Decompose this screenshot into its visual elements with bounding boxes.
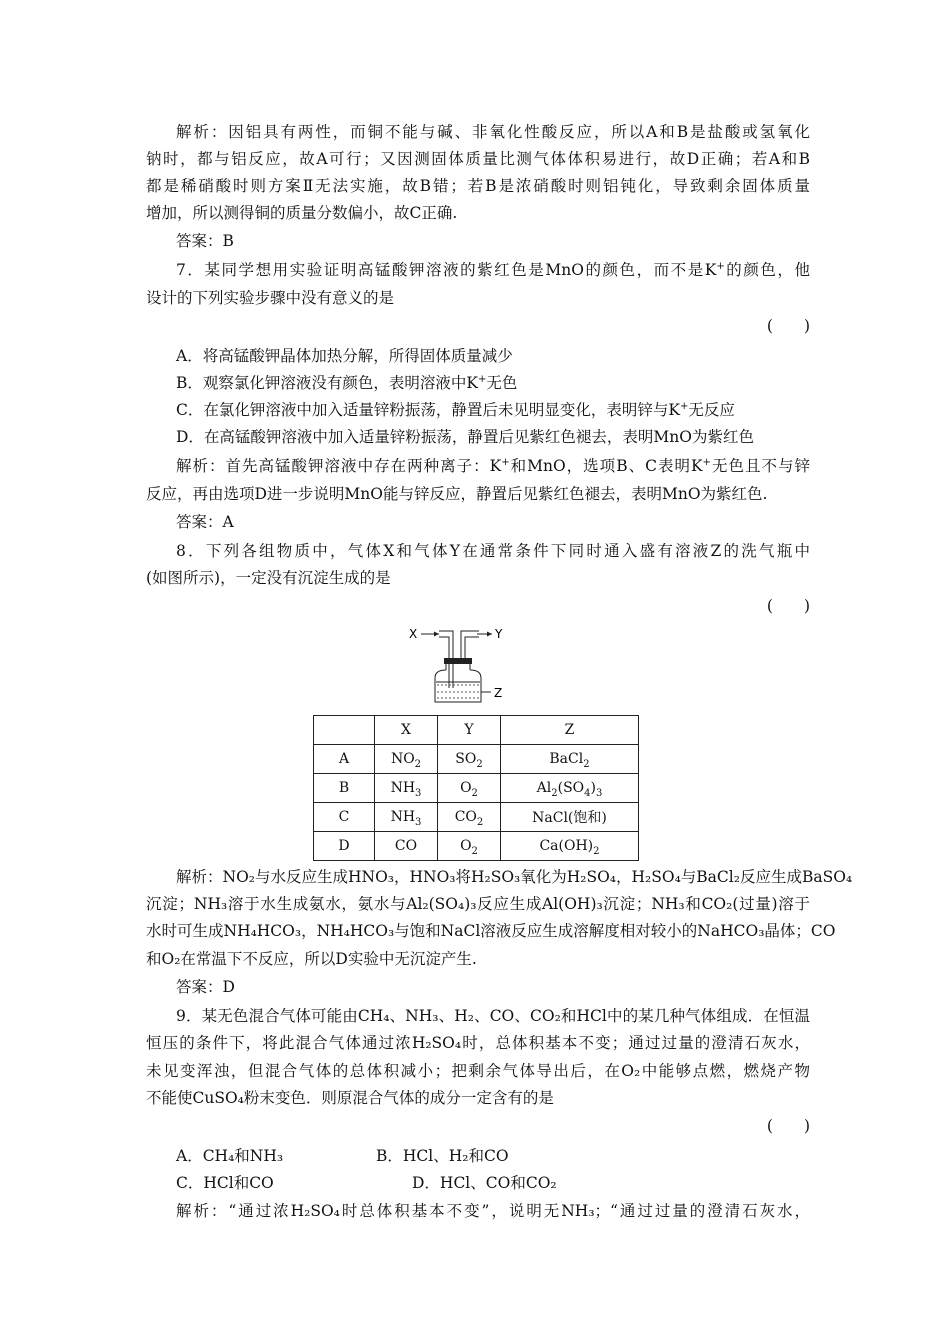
row-label: A [314,745,375,774]
q6-answer: 答案：B [176,232,234,250]
cell-x: $NH_3$ [375,774,438,803]
table-row [314,745,639,774]
q8-analysis-line2: 沉淀；NH₃溶于水生成氨水，氨水与Al₂(SO₄)₃反应生成Al(OH)₃沉淀；NH₃和CO₂(过量)溶于 [146,895,810,913]
cell-y: $CO_2$ [438,803,501,832]
q9-option-d: D．HCl、CO和CO₂ [412,1174,557,1192]
q9-stem-line2: 恒压的条件下，将此混合气体通过浓H₂SO₄时，总体积基本不变；通过过量的澄清石灰水， [146,1034,810,1052]
q9-stem-line1: 9．某无色混合气体可能由CH₄、NH₃、H₂、CO、CO₂和HCl中的某几种气体组成．在恒温 [176,1007,810,1025]
q9-option-c: C．HCl和CO [176,1174,274,1192]
cell-y: $O_2$ [438,832,501,861]
table-row [314,803,639,832]
q7-option-d: D．在高锰酸钾溶液中加入适量锌粉振荡，静置后见紫红色褪去，表明MnO为紫红色 [176,428,754,446]
q8-data-table [313,715,639,861]
q7-answer-paren: ( ) [766,317,810,335]
q8-analysis-line4: 和O₂在常温下不反应，所以D实验中无沉淀产生. [146,950,477,968]
q6-analysis-line4: 增加，所以测得铜的质量分数偏小，故C正确. [146,204,458,222]
q9-option-b: B．HCl、H₂和CO [376,1147,509,1165]
diagram-label-y: Y [495,627,503,641]
q7-analysis-line2: 反应，再由选项D进一步说明MnO能与锌反应，静置后见紫红色褪去，表明MnO为紫红色. [146,485,768,503]
cell-y: $O_2$ [438,774,501,803]
table-header-row [314,716,639,745]
q9-stem-line3: 未见变浑浊，但混合气体的总体积减小；把剩余气体导出后，在O₂中能够点燃，燃烧产物 [146,1062,810,1080]
q8-answer-paren: ( ) [766,597,810,615]
table-row [314,774,639,803]
table-header-cell: Z [501,716,639,745]
table-header-cell [314,716,375,745]
row-label: B [314,774,375,803]
q8-stem-line1: 8．下列各组物质中，气体X和气体Y在通常条件下同时通入盛有溶液Z的洗气瓶中 [176,542,810,560]
q9-analysis-line1: 解析：“通过浓H₂SO₄时总体积基本不变”，说明无NH₃；“通过过量的澄清石灰水， [176,1202,810,1220]
table-row [314,832,639,861]
q7-answer: 答案：A [176,513,234,531]
diagram-label-x: X [409,627,418,641]
row-label: C [314,803,375,832]
cell-z: $Al_2(SO_4)_3$ [501,774,639,803]
q9-option-a: A．CH₄和NH₃ [176,1147,284,1165]
q8-analysis-line1: 解析：NO₂与水反应生成HNO₃，HNO₃将H₂SO₃氧化为H₂SO₄，H₂SO₄与BaCl₂反应生成BaSO₄ [176,868,853,886]
cell-z: $Ca(OH)_2$ [501,832,639,861]
cell-x: $NO_2$ [375,745,438,774]
q6-analysis-line3: 都是稀硝酸时则方案Ⅱ无法实施，故B错；若B是浓硝酸时则铝钝化，导致剩余固体质量 [146,177,810,195]
q9-stem-line4: 不能使CuSO₄粉末变色．则原混合气体的成分一定含有的是 [146,1089,554,1107]
cell-x: $NH_3$ [375,803,438,832]
cell-z: NaCl(饱和) [501,803,639,832]
q8-analysis-line3: 水时可生成NH₄HCO₃，NH₄HCO₃与饱和NaCl溶液反应生成溶解度相对较小的NaHCO₃晶体；CO [146,922,836,940]
diagram-label-z: Z [494,686,503,700]
q7-option-a: A．将高锰酸钾晶体加热分解，所得固体质量减少 [176,347,513,365]
q7-analysis-line1: 解析：首先高锰酸钾溶液中存在两种离子：K+和MnO，选项B、C表明K+无色且不与锌 [176,456,810,475]
q7-stem-line2: 设计的下列实验步骤中没有意义的是 [146,289,395,307]
q7-stem-line1: 7．某同学想用实验证明高锰酸钾溶液的紫红色是MnO的颜色，而不是K+的颜色，他 [176,260,810,279]
q8-answer: 答案：D [176,978,235,996]
gas-washing-bottle-diagram [395,622,525,710]
q8-stem-line2: (如图所示)，一定没有沉淀生成的是 [146,569,391,587]
table-header-cell: X [375,716,438,745]
row-label: D [314,832,375,861]
q6-analysis-line2: 钠时，都与铝反应，故A可行；又因测固体质量比测气体体积易进行，故D正确；若A和B [146,150,810,168]
q7-option-c: C．在氯化钾溶液中加入适量锌粉振荡，静置后未见明显变化，表明锌与K+无反应 [176,400,735,419]
cell-y: $SO_2$ [438,745,501,774]
q9-answer-paren: ( ) [766,1117,810,1135]
cell-z: BaCl$_2$ [501,745,639,774]
cell-x: CO [375,832,438,861]
table-header-cell: Y [438,716,501,745]
q6-analysis-line1: 解析：因铝具有两性，而铜不能与碱、非氧化性酸反应，所以A和B是盐酸或氢氧化 [176,123,810,141]
q7-option-b: B．观察氯化钾溶液没有颜色，表明溶液中K+无色 [176,373,518,392]
